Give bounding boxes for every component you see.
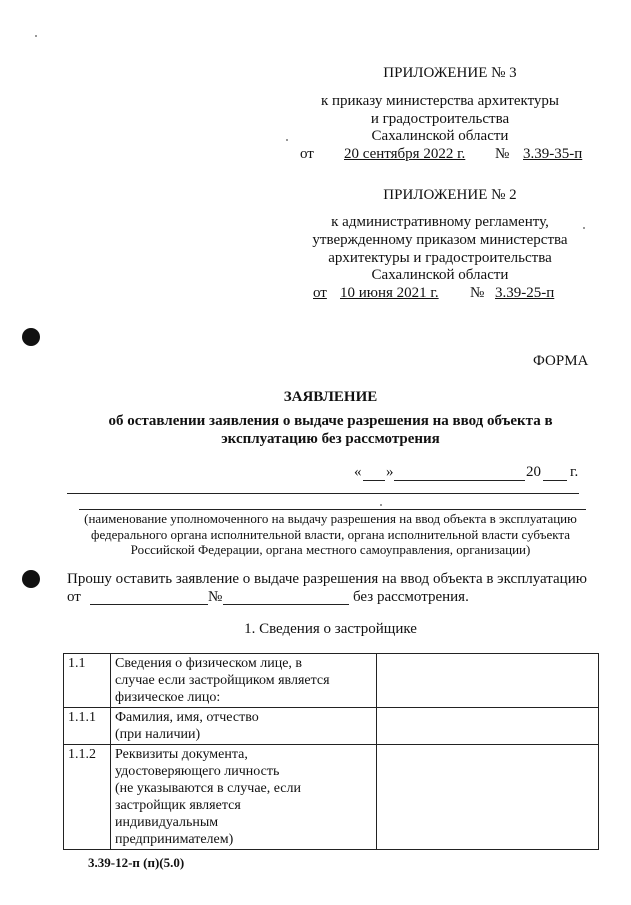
appendix3-date: 20 сентября 2022 г. [344, 146, 466, 162]
form-label: ФОРМА [533, 353, 589, 369]
row-label-line: Сведения о физическом лице, в [115, 656, 303, 671]
application-date-blank[interactable] [90, 604, 208, 605]
row-label-line: (не указываются в случае, если [115, 781, 301, 796]
row-number: 1.1 [64, 654, 111, 708]
row-value-cell[interactable] [377, 745, 599, 850]
document-subtitle-line-2: эксплуатацию без рассмотрения [221, 431, 440, 447]
organization-caption-line-3: Российской Федерации, органа местного самоуправления, организации) [130, 542, 531, 557]
scan-speck [286, 139, 288, 141]
punch-hole-bottom [22, 570, 40, 588]
appendix3-number-sign: № [495, 146, 510, 162]
row-label [111, 654, 377, 708]
scan-speck [380, 504, 382, 506]
date-year-suffix: г. [570, 464, 579, 480]
row-label-line: Реквизиты документа, [115, 747, 248, 762]
appendix2-line-3: архитектуры и градостроительства [328, 250, 552, 266]
developer-info-table [63, 653, 599, 850]
row-number: 1.1.1 [64, 708, 111, 745]
table-row [64, 708, 599, 745]
date-close-quote: » [386, 464, 394, 480]
table-row [64, 745, 599, 850]
table-row [64, 654, 599, 708]
appendix2-from-label: от [313, 285, 327, 301]
section-1-title: 1. Сведения о застройщике [244, 621, 417, 637]
organization-name-line-2[interactable] [79, 509, 586, 510]
row-label-line: физическое лицо: [115, 690, 221, 705]
appendix2-title: ПРИЛОЖЕНИЕ № 2 [383, 187, 517, 203]
row-label-line: индивидуальным [115, 815, 219, 830]
punch-hole-top [22, 328, 40, 346]
date-year-prefix: 20 [526, 464, 541, 480]
row-label-line: предпринимателем) [115, 832, 234, 847]
request-number-sign: № [208, 589, 223, 605]
appendix3-line-1: к приказу министерства архитектуры [320, 93, 560, 109]
appendix3-number: 3.39-35-п [523, 146, 583, 162]
appendix3-line-2: и градостроительства [370, 111, 510, 127]
date-day-blank[interactable] [363, 480, 385, 481]
organization-caption-line-1: (наименование уполномоченного на выдачу разрешения на ввод объекта в эксплуатацию [84, 511, 577, 526]
row-label-line: Фамилия, имя, отчество [115, 710, 259, 725]
appendix2-date: 10 июня 2021 г. [340, 285, 439, 301]
document-title: ЗАЯВЛЕНИЕ [283, 389, 378, 405]
organization-name-line-1[interactable] [67, 493, 579, 494]
appendix2-number-sign: № [470, 285, 485, 301]
appendix3-title: ПРИЛОЖЕНИЕ № 3 [383, 65, 517, 81]
application-number-blank[interactable] [223, 604, 349, 605]
row-number: 1.1.2 [64, 745, 111, 850]
footer-document-code: 3.39-12-п (п)(5.0) [88, 855, 185, 870]
scan-speck [583, 227, 585, 229]
row-label-line: удостоверяющего личность [115, 764, 280, 779]
organization-caption-line-2: федерального органа исполнительной власти, органа исполнительной власти субъекта [91, 527, 570, 542]
appendix3-line-3: Сахалинской области [371, 128, 509, 144]
appendix3-from-label: от [300, 146, 314, 162]
appendix2-line-1: к административному регламенту, [331, 214, 549, 230]
date-month-blank[interactable] [394, 480, 525, 481]
scan-speck [35, 35, 37, 37]
date-year-blank[interactable] [543, 480, 567, 481]
row-label [111, 708, 377, 745]
row-label-line: застройщик является [115, 798, 241, 813]
date-open-quote: « [354, 464, 362, 480]
request-tail-text: без рассмотрения. [353, 589, 469, 605]
appendix2-number: 3.39-25-п [495, 285, 555, 301]
appendix2-line-4: Сахалинской области [371, 267, 509, 283]
row-label [111, 745, 377, 850]
appendix2-line-2: утвержденному приказом министерства [312, 232, 568, 248]
document-subtitle-line-1: об оставлении заявления о выдаче разрешения на ввод объекта в [108, 413, 553, 429]
row-label-line: (при наличии) [115, 727, 201, 742]
request-text-line-1: Прошу оставить заявление о выдаче разрешения на ввод объекта в эксплуатацию [67, 571, 587, 587]
row-label-line: случае если застройщиком является [115, 673, 330, 688]
row-value-cell[interactable] [377, 654, 599, 708]
row-value-cell[interactable] [377, 708, 599, 745]
request-from-label: от [67, 589, 81, 605]
